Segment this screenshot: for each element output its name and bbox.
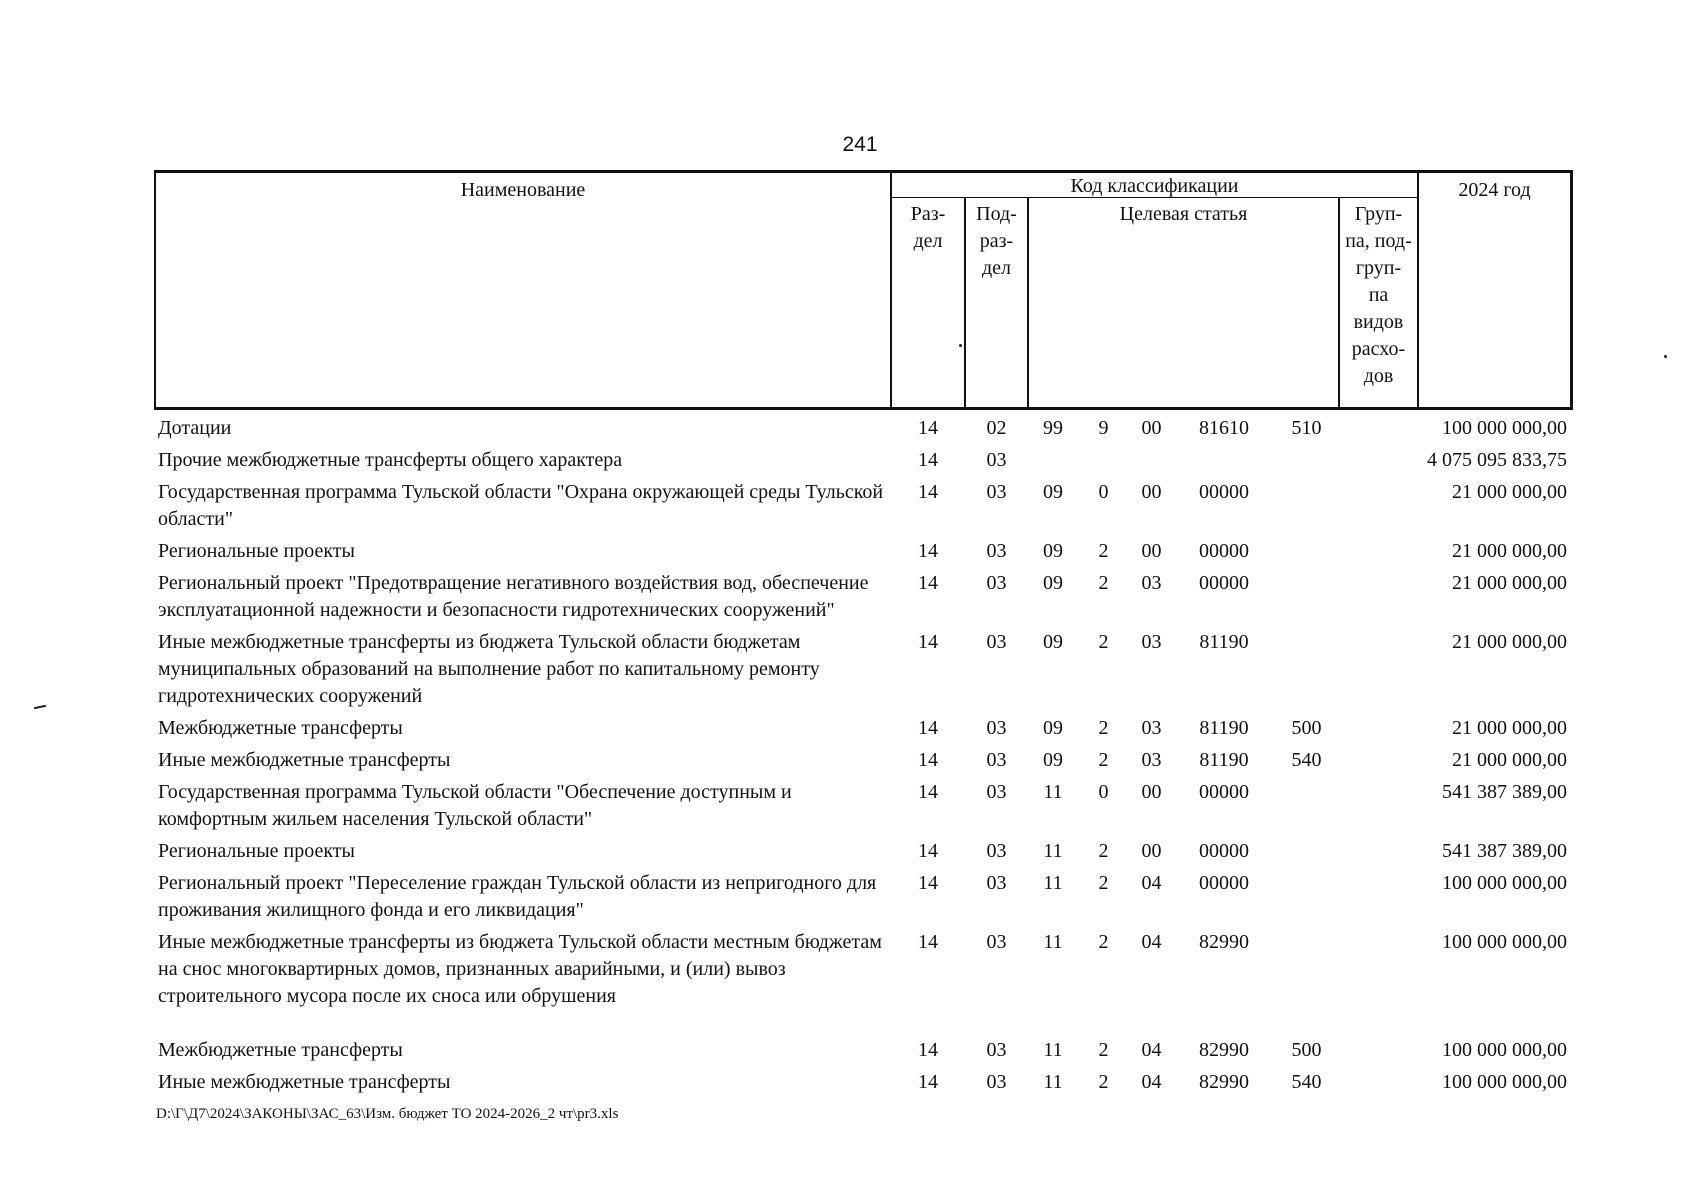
row-program: 09 (1043, 481, 1063, 503)
row-podrazdel: 02 (986, 417, 1007, 439)
row-name: Региональный проект "Переселение граждан Тульской области из непригодного для проживания жилищного фонда и его ликвидация" (158, 872, 877, 921)
row-amount: 21 000 000,00 (1452, 481, 1567, 503)
header-classification-code: Код классификации (891, 170, 1418, 198)
row-subprogram: 2 (1098, 840, 1109, 862)
row-direction: 00000 (1199, 781, 1249, 803)
row-podrazdel: 03 (986, 1039, 1007, 1061)
row-razdel: 14 (918, 540, 938, 562)
row-amount: 21 000 000,00 (1452, 749, 1567, 771)
row-name: Межбюджетные трансферты (158, 1039, 403, 1061)
row-program: 09 (1043, 540, 1063, 562)
row-expense-group (1274, 442, 1339, 474)
row-direction: 81190 (1199, 631, 1249, 653)
row-razdel: 14 (918, 749, 938, 771)
row-event: 04 (1141, 1039, 1162, 1061)
row-name: Иные межбюджетные трансферты из бюджета Тульской области местным бюджетам на снос многоквартирных домов, признанных аварийными, и (или) вывоз строительного мусора после их сноса или обрушения (158, 931, 882, 1007)
header-expense-group: Груп- па, под- груп- па видов расхо- дов (1339, 198, 1418, 410)
row-name: Государственная программа Тульской области "Охрана окружающей среды Тульской области" (158, 481, 884, 530)
row-program (1028, 442, 1078, 474)
row-podrazdel: 03 (986, 840, 1007, 862)
row-direction: 00000 (1199, 840, 1249, 862)
row-podrazdel: 03 (986, 781, 1007, 803)
row-event: 00 (1141, 481, 1162, 503)
row-event: 03 (1141, 572, 1162, 594)
row-amount: 100 000 000,00 (1442, 1039, 1567, 1061)
header-target-article: Целевая статья (1028, 198, 1339, 410)
row-razdel: 14 (918, 1039, 938, 1061)
scan-speck (1664, 355, 1667, 358)
row-amount: 21 000 000,00 (1452, 717, 1567, 739)
row-amount: 100 000 000,00 (1442, 872, 1567, 894)
row-event: 00 (1141, 781, 1162, 803)
row-event: 00 (1141, 840, 1162, 862)
row-podrazdel: 03 (986, 631, 1007, 653)
row-subprogram: 0 (1098, 781, 1109, 803)
row-direction: 82990 (1199, 931, 1249, 953)
row-name: Государственная программа Тульской области "Обеспечение доступным и комфортным жильем населения Тульской области" (158, 781, 792, 830)
row-direction: 82990 (1199, 1071, 1249, 1093)
row-event: 03 (1141, 631, 1162, 653)
row-direction: 00000 (1199, 572, 1249, 594)
row-subprogram: 2 (1098, 931, 1109, 953)
row-amount: 541 387 389,00 (1442, 840, 1567, 862)
row-program: 09 (1043, 572, 1063, 594)
row-direction: 00000 (1199, 872, 1249, 894)
row-program: 99 (1043, 417, 1063, 439)
row-podrazdel: 03 (986, 449, 1007, 471)
row-expense-group (1274, 924, 1339, 1010)
row-subprogram: 2 (1098, 717, 1109, 739)
row-spacer (154, 1010, 1573, 1032)
row-program: 09 (1043, 717, 1063, 739)
row-subprogram: 2 (1098, 872, 1109, 894)
row-podrazdel: 03 (986, 872, 1007, 894)
row-razdel: 14 (918, 717, 938, 739)
row-expense-group: 510 (1291, 417, 1322, 439)
scan-mark (34, 705, 46, 709)
row-podrazdel: 03 (986, 931, 1007, 953)
row-name: Региональный проект "Предотвращение негативного воздействия вод, обеспечение эксплуатационной надежности и безопасности гидротехнических сооружений" (158, 572, 869, 621)
row-podrazdel: 03 (986, 749, 1007, 771)
row-expense-group (1274, 865, 1339, 924)
row-program: 11 (1043, 781, 1063, 803)
row-subprogram: 2 (1098, 572, 1109, 594)
row-event: 03 (1141, 717, 1162, 739)
row-subprogram: 2 (1098, 631, 1109, 653)
row-name: Иные межбюджетные трансферты (158, 749, 451, 771)
file-path-footer: D:\Г\Д7\2024\ЗАКОНЫ\ЗАС_63\Изм. бюджет ТО 2024-2026_2 чт\pr3.xls (156, 1106, 619, 1122)
row-event: 04 (1141, 872, 1162, 894)
row-expense-group (1274, 833, 1339, 865)
row-subprogram: 0 (1098, 481, 1109, 503)
row-amount: 21 000 000,00 (1452, 631, 1567, 653)
row-event: 00 (1141, 540, 1162, 562)
row-podrazdel: 03 (986, 481, 1007, 503)
row-direction: 00000 (1199, 540, 1249, 562)
row-program: 11 (1043, 840, 1063, 862)
row-subprogram (1078, 442, 1129, 474)
row-direction: 00000 (1199, 481, 1249, 503)
row-program: 09 (1043, 631, 1063, 653)
row-event (1129, 442, 1174, 474)
row-name: Прочие межбюджетные трансферты общего характера (158, 449, 623, 471)
row-razdel: 14 (918, 631, 938, 653)
row-amount: 541 387 389,00 (1442, 781, 1567, 803)
row-name: Иные межбюджетные трансферты (158, 1071, 451, 1093)
row-event: 00 (1141, 417, 1162, 439)
scan-speck (959, 344, 962, 347)
row-direction: 81190 (1199, 717, 1249, 739)
row-subprogram: 9 (1098, 417, 1109, 439)
row-amount: 21 000 000,00 (1452, 572, 1567, 594)
row-amount: 4 075 095 833,75 (1427, 449, 1567, 471)
row-program: 11 (1043, 931, 1063, 953)
row-podrazdel: 03 (986, 540, 1007, 562)
row-podrazdel: 03 (986, 1071, 1007, 1093)
row-direction: 81190 (1199, 749, 1249, 771)
row-expense-group (1274, 624, 1339, 710)
row-expense-group (1274, 474, 1339, 533)
row-subprogram: 2 (1098, 540, 1109, 562)
row-razdel: 14 (918, 449, 938, 471)
row-direction: 82990 (1199, 1039, 1249, 1061)
row-amount: 100 000 000,00 (1442, 417, 1567, 439)
row-razdel: 14 (918, 1071, 938, 1093)
row-expense-group: 500 (1291, 717, 1322, 739)
header-year: 2024 год (1418, 170, 1573, 410)
row-name: Региональные проекты (158, 840, 355, 862)
row-program: 11 (1043, 872, 1063, 894)
header-name: Наименование (154, 170, 891, 410)
header-razdel: Раз- дел (891, 198, 965, 410)
row-expense-group: 540 (1291, 749, 1322, 771)
row-subprogram: 2 (1098, 1039, 1109, 1061)
row-expense-group (1274, 774, 1339, 833)
row-razdel: 14 (918, 931, 938, 953)
row-name: Региональные проекты (158, 540, 355, 562)
row-event: 04 (1141, 1071, 1162, 1093)
row-razdel: 14 (918, 840, 938, 862)
row-razdel: 14 (918, 872, 938, 894)
row-name: Межбюджетные трансферты (158, 717, 403, 739)
row-razdel: 14 (918, 781, 938, 803)
row-subprogram: 2 (1098, 749, 1109, 771)
row-subprogram: 2 (1098, 1071, 1109, 1093)
row-expense-group (1274, 533, 1339, 565)
row-program: 11 (1043, 1039, 1063, 1061)
row-direction (1174, 442, 1274, 474)
row-razdel: 14 (918, 417, 938, 439)
row-podrazdel: 03 (986, 717, 1007, 739)
header-podrazdel: Под- раз- дел (965, 198, 1028, 410)
row-expense-group (1274, 565, 1339, 624)
budget-table (154, 170, 1573, 1096)
row-name: Дотации (158, 417, 232, 439)
row-name: Иные межбюджетные трансферты из бюджета Тульской области бюджетам муниципальных образований на выполнение работ по капитальному ремонту гидротехнических сооружений (158, 631, 820, 707)
row-razdel: 14 (918, 572, 938, 594)
row-program: 11 (1043, 1071, 1063, 1093)
row-amount: 21 000 000,00 (1452, 540, 1567, 562)
row-event: 03 (1141, 749, 1162, 771)
row-razdel: 14 (918, 481, 938, 503)
row-direction: 81610 (1199, 417, 1249, 439)
row-podrazdel: 03 (986, 572, 1007, 594)
row-expense-group: 540 (1291, 1071, 1322, 1093)
row-event: 04 (1141, 931, 1162, 953)
row-program: 09 (1043, 749, 1063, 771)
page-number: 241 (842, 133, 878, 156)
row-amount: 100 000 000,00 (1442, 931, 1567, 953)
row-amount: 100 000 000,00 (1442, 1071, 1567, 1093)
row-expense-group: 500 (1291, 1039, 1322, 1061)
